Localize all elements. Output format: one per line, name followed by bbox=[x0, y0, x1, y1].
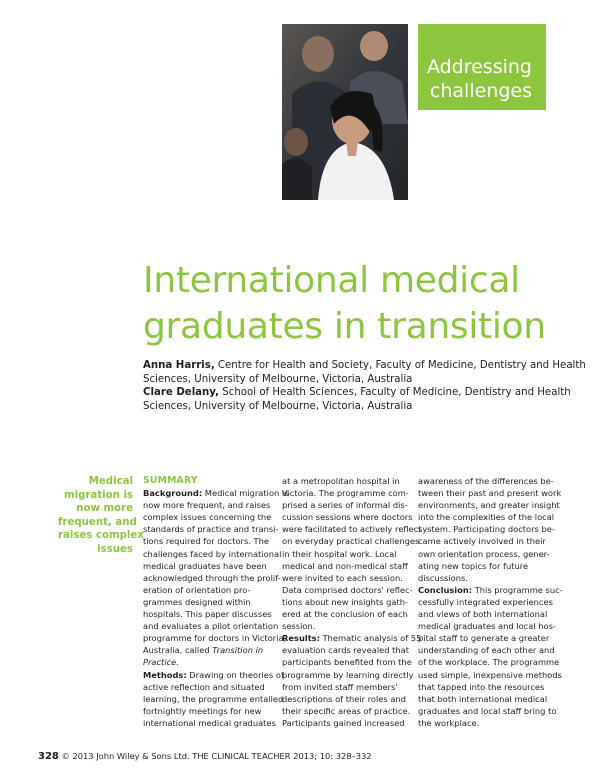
author-entry bbox=[143, 386, 571, 413]
programme-title: Transition in bbox=[212, 645, 264, 656]
page-footer bbox=[38, 750, 372, 763]
methods-label: Methods: bbox=[143, 669, 187, 680]
page-number: 328 bbox=[38, 751, 59, 762]
author-affiliation-cont: Sciences, University of Melbourne, Victoria, Australia bbox=[143, 373, 413, 385]
summary-column-2: at a metropolitan hospital in Victoria. The programme com- prised a series of informal dis- cussion sessions where doctors were facilitated to actively reflect on everyday practical challenges in their hospital work. Local medical and non-medical staff were invited to each session. Data comprised doctors' reflec- tions about new insights gath- ered at the conclusion of each session. Results: Thematic analysis of 55 evaluation cards revealed that participants benefited from the programme by learning directly from invited staff members' descriptions of their roles and their specific areas of practice. Participants gained increased bbox=[282, 476, 422, 728]
audience-photo bbox=[282, 24, 408, 200]
section-label-line2: challenges bbox=[429, 80, 532, 102]
author-affiliation-cont: Sciences, University of Melbourne, Victoria, Australia bbox=[143, 400, 413, 412]
summary-heading: SUMMARY bbox=[143, 475, 198, 486]
summary-column-3: awareness of the differences be- tween their past and present work environments, and greater insight into the complexities of the local system. Participating doctors be- came actively involved in their own orientation process, gener- ating new topics for future discussions. Conclusion: This programme suc- cessfully integrated experiences and views of both international medical graduates and local hos- pital staff to generate a greater understanding of each other and of the workplace. The programme used simple, inexpensive methods that tapped into the resources that both international medical graduates and local staff bring to the workplace. bbox=[418, 476, 563, 728]
author-list bbox=[143, 359, 586, 413]
author-affiliation: School of Health Sciences, Faculty of Medicine, Dentistry and Health bbox=[219, 387, 571, 399]
author-entry bbox=[143, 359, 586, 386]
author-name: Anna Harris, bbox=[143, 360, 215, 371]
article-title bbox=[143, 258, 563, 350]
title-line2: graduates in transition bbox=[143, 306, 546, 347]
conclusion-label: Conclusion: bbox=[418, 584, 473, 595]
section-label-line1: Addressing bbox=[426, 56, 532, 78]
programme-title-cont: Practice. bbox=[143, 657, 179, 668]
background-label: Background: bbox=[143, 488, 203, 499]
section-label-box bbox=[418, 24, 546, 110]
citation-line: © 2013 John Wiley & Sons Ltd. THE CLINICAL TEACHER 2013; 10: 328–332 bbox=[58, 751, 372, 761]
summary-column-1: SUMMARY Background: Medical migration is now more frequent, and raises complex issues concerning the standards of practice and transi- tions required for doctors. The challenges faced by international medical graduates have been acknowledged through the prolif- eration of orientation pro- grammes designed within hospitals. This paper discusses and evaluates a pilot orientation programme for doctors in Victoria, Australia, called Transition in Practice. Methods: Drawing on theories of active reflection and situated learning, the programme entailed fortnightly meetings for new international medical graduates bbox=[143, 475, 289, 728]
pull-quote: Medical migration is now more frequent, and raises complex issues bbox=[58, 476, 144, 555]
author-name: Clare Delany, bbox=[143, 387, 220, 399]
title-line1: International medical bbox=[143, 260, 520, 301]
results-label: Results: bbox=[282, 633, 320, 644]
author-affiliation: Centre for Health and Society, Faculty of Medicine, Dentistry and Health bbox=[214, 360, 586, 371]
